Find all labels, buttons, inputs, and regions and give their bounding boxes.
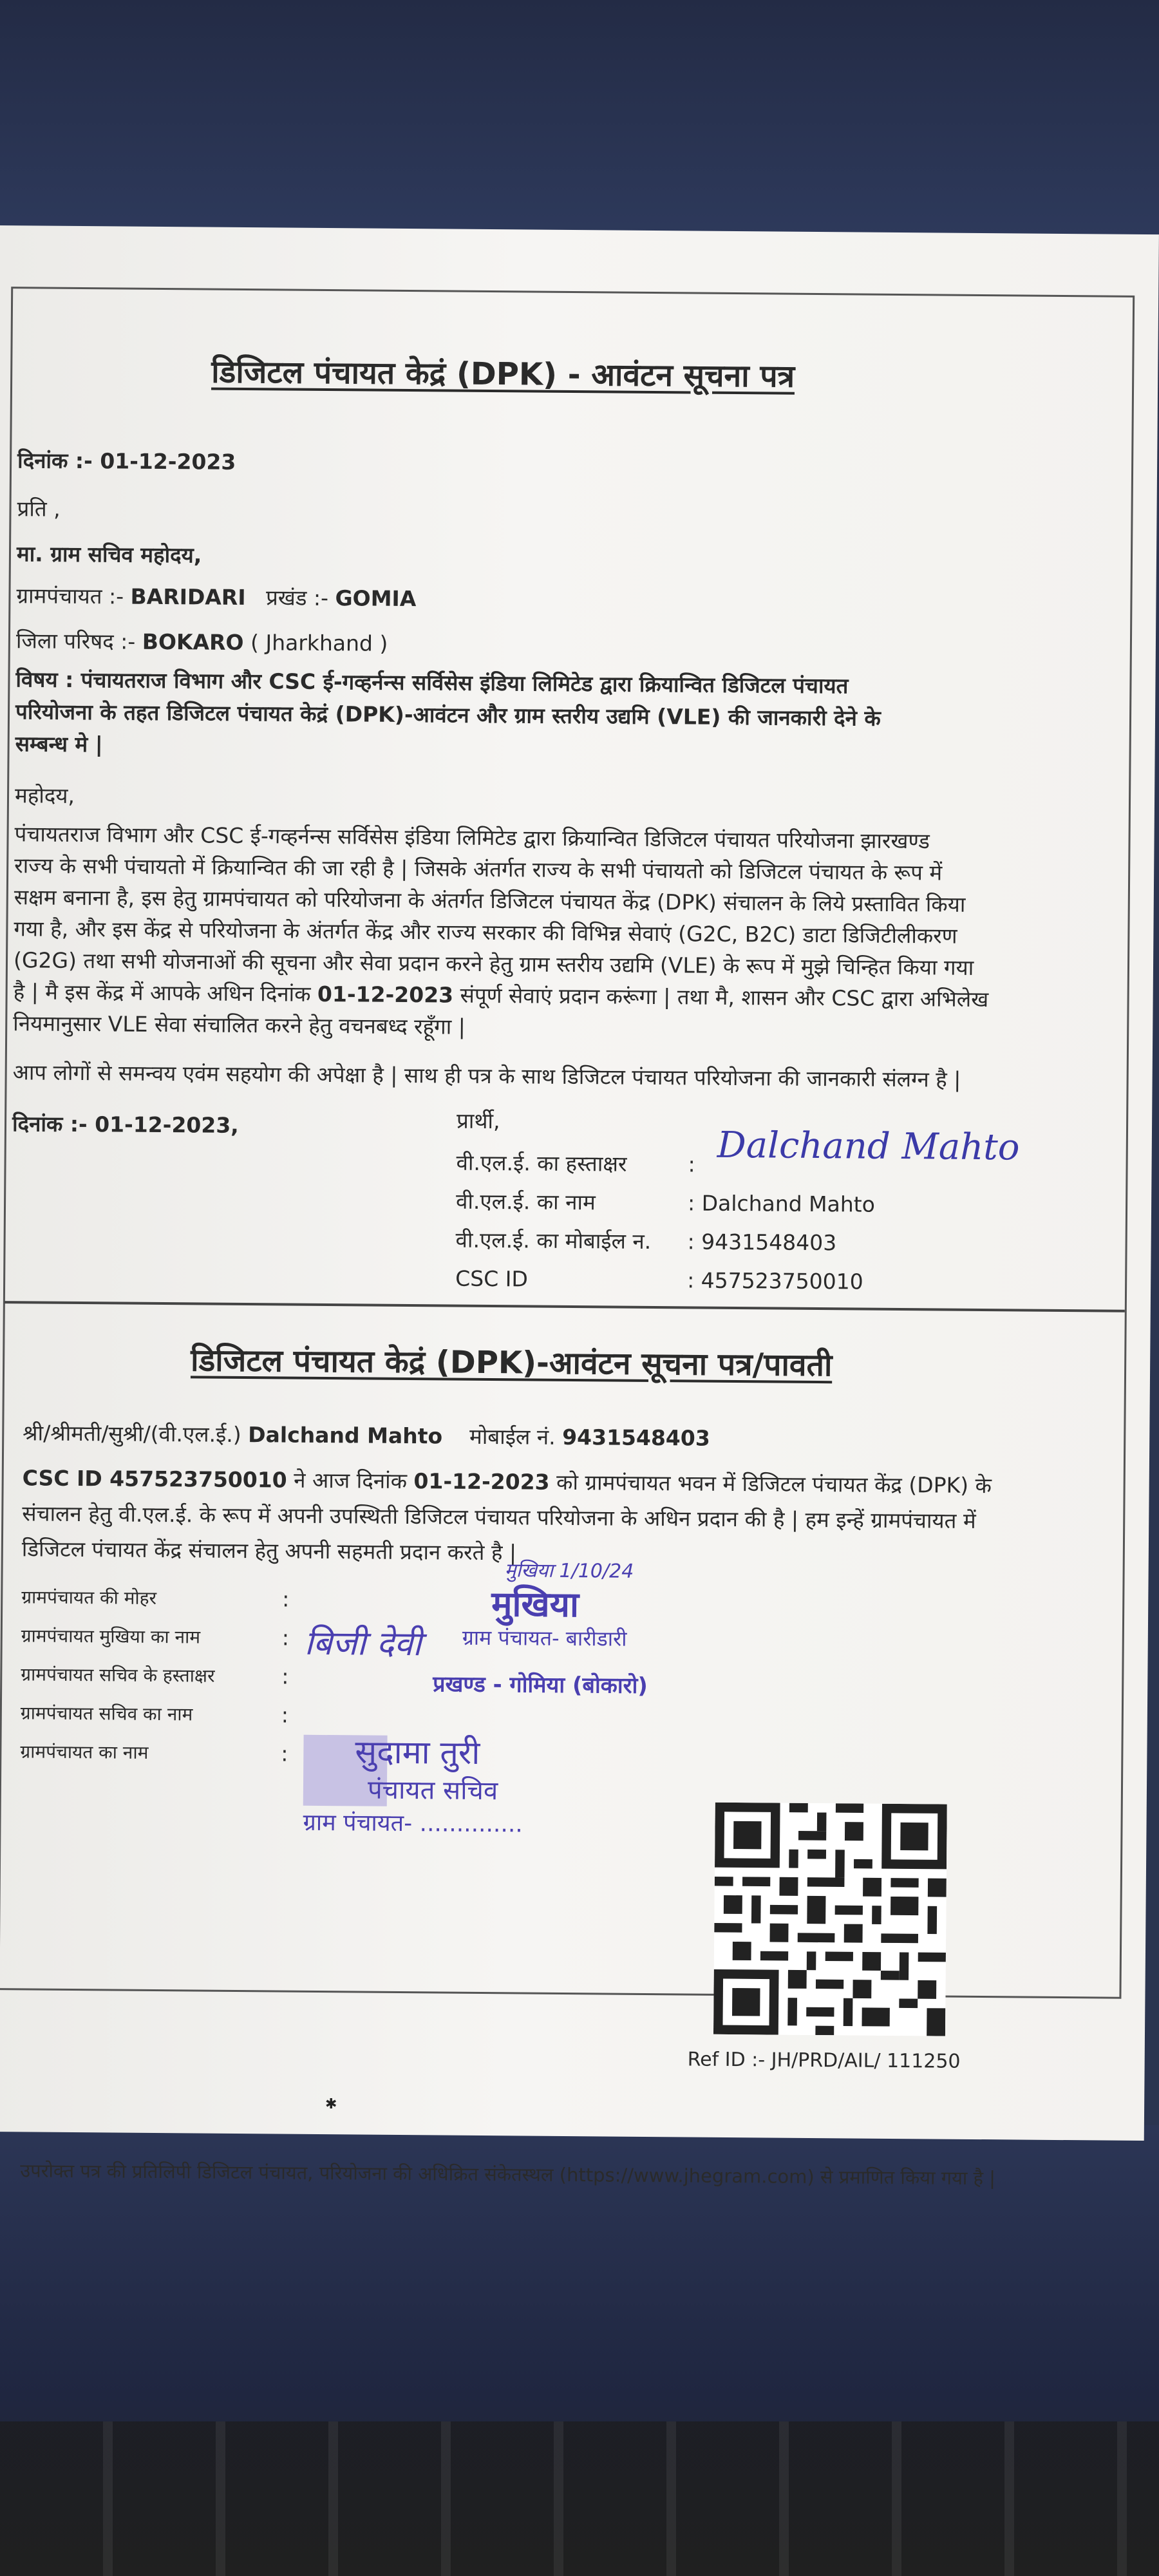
- handwritten-mukhiya-name: बिजी देवी: [304, 1624, 422, 1664]
- receipt-title: डिजिटल पंचायत केद्रं (DPK)-आवंटन सूचना पत्र/पावती: [190, 1342, 833, 1384]
- receipt-line-3: डिजिटल पंचायत केंद्र संचालन हेतु अपनी सहमती प्रदान करते है |: [21, 1536, 517, 1566]
- block-stamp: प्रखण्ड - गोमिया (बोकारो): [433, 1671, 648, 1699]
- secretary-name-stamp: सुदामा तुरी: [355, 1733, 480, 1772]
- block-value: GOMIA: [335, 585, 417, 612]
- document-title: डिजिटल पंचायत केद्रं (DPK) - आवंटन सूचना पत्र: [211, 354, 795, 395]
- receipt-mobile-value: 9431548403: [562, 1424, 710, 1451]
- field-seal-colon: :: [282, 1586, 290, 1612]
- subject-line-1: विषय : पंचायतराज विभाग और CSC ई-गव्हर्नन्स सर्विसेस इंडिया लिमिटेड द्वारा क्रियान्वित डिजिटल पंचायत: [15, 667, 849, 699]
- field-secretary-sign-label: ग्रामपंचायत सचिव के हस्ताक्षर: [21, 1663, 215, 1687]
- district-line: [16, 628, 388, 657]
- to-line: प्रति ,: [17, 496, 61, 522]
- body-line-1: पंचायतराज विभाग और CSC ई-गव्हर्नन्स सर्विसेस इंडिया लिमिटेड द्वारा क्रियान्वित डिजिटल पंचायत परियोजना झारखण्ड: [14, 821, 930, 854]
- vle-signature-colon: :: [688, 1151, 695, 1177]
- body-line-6-date: 01-12-2023: [317, 981, 454, 1008]
- date-line-2: दिनांक :- 01-12-2023,: [12, 1111, 239, 1138]
- csc-id-value: : 457523750010: [687, 1267, 863, 1294]
- district-state: ( Jharkhand ): [250, 630, 388, 656]
- vle-signature-label: वी.एल.ई. का हस्ताक्षर: [456, 1150, 627, 1177]
- hand-note-text: मुखिया: [504, 1559, 554, 1582]
- field-gp-name-label: ग्रामपंचायत का नाम: [20, 1741, 149, 1763]
- panchayat-stamp: ग्राम पंचायत- बारीडारी: [462, 1625, 627, 1651]
- subject-line-3: सम्बन्ध मे |: [15, 731, 103, 757]
- body-line-6-start: है | मै इस केंद्र में आपके अधिन दिनांक: [13, 979, 311, 1007]
- field-mukhiya-colon: :: [281, 1625, 290, 1651]
- field-gp-name-colon: :: [281, 1741, 288, 1766]
- vle-mobile-label: वी.एल.ई. का मोबाईल न.: [455, 1227, 652, 1254]
- applicant-label: प्रार्थी,: [456, 1108, 500, 1134]
- qr-code-graphic: [713, 1803, 947, 2036]
- body-line-2: राज्य के सभी पंचायतो में क्रियान्वित की जा रही है | जिसके अंतर्गत राज्य के सभी पंचायतो को डिजिटल पंचायत के रूप में: [14, 853, 943, 886]
- secretary-stamp: [303, 1722, 599, 1841]
- body-line-3: सक्षम बनाना है, इस हेतु ग्रामपंचायत को परियोजना के अंतर्गत डिजिटल पंचायत केंद्र (DPK) संचालन के लिये प्रस्तावित किया: [14, 884, 966, 917]
- district-value: BOKARO: [142, 629, 244, 655]
- field-mukhiya-label: ग्रामपंचायत मुखिया का नाम: [21, 1625, 201, 1648]
- secretary-title-stamp: पंचायत सचिव: [367, 1775, 498, 1806]
- pin-mark: ✱: [325, 2096, 337, 2112]
- field-secretary-name-label: ग्रामपंचायत सचिव का नाम: [20, 1702, 193, 1725]
- district-label: जिला परिषद :-: [15, 628, 136, 654]
- field-secretary-sign-colon: :: [281, 1663, 289, 1689]
- field-secretary-name-colon: :: [281, 1702, 289, 1728]
- csc-id-label: CSC ID: [455, 1265, 529, 1292]
- hand-note-date: 1/10/24: [559, 1559, 634, 1583]
- gram-panchayat-label: ग्रामपंचायत :-: [16, 583, 124, 609]
- receipt-vle-prefix: श्री/श्रीमती/सुश्री/(वी.एल.ई.): [23, 1420, 241, 1448]
- document-paper: [0, 225, 1159, 2190]
- receipt-csc-text-a: ने आज दिनांक: [294, 1467, 408, 1494]
- receipt-csc-text-b: को ग्रामपंचायत भवन में डिजिटल पंचायत केंद्र (DPK) के: [556, 1469, 992, 1499]
- body-line-4: गया है, और इस केंद्र से परियोजना के अंतर्गत केंद्र और राज्य सरकार की विभिन्न सेवाएं (G2C, B2C) डाटा डिजिटीलीकरण: [14, 916, 957, 949]
- qr-code: [713, 1803, 947, 2036]
- addressee: मा. ग्राम सचिव महोदय,: [16, 541, 202, 568]
- receipt-line-2: संचालन हेतु वी.एल.ई. के रूप में अपनी उपस्थिती डिजिटल पंचायत परियोजना के अधिन प्रदान की है | हम इन्हें ग्रामपंचायत में: [22, 1501, 976, 1533]
- vle-signature: Dalchand Mahto: [717, 1124, 1020, 1169]
- receipt-vle-line: [23, 1420, 710, 1451]
- body-line-6-end: संपूर्ण सेवाएं प्रदान करूंगा | तथा मै, शासन और CSC द्वारा अभिलेख: [460, 982, 989, 1012]
- receipt-csc-id: CSC ID 457523750010: [22, 1465, 287, 1493]
- receipt-vle-name: Dalchand Mahto: [248, 1422, 443, 1449]
- ref-id: Ref ID :- JH/PRD/AIL/ 111250: [687, 2048, 961, 2073]
- subject-line-2: परियोजना के तहत डिजिटल पंचायत केद्रं (DPK)-आवंटन और ग्राम स्तरीय उद्यमि (VLE) की जानकारी देने के: [15, 699, 881, 731]
- vle-name-label: वी.एल.ई. का नाम: [455, 1188, 596, 1215]
- vle-name-value: : Dalchand Mahto: [687, 1190, 876, 1217]
- date-text: दिनांक :- 01-12-2023: [17, 448, 236, 475]
- body-line-7: नियमानुसार VLE सेवा संचालित करने हेतु वचनबध्द रहूँगा |: [13, 1010, 466, 1039]
- date-line: [17, 448, 236, 475]
- block-label: प्रखंड :-: [265, 585, 329, 611]
- footer-note: उपरोक्त पत्र की प्रतिलिपी डिजिटल पंचायत, परियोजना की अधिक्रित संकेतस्थल (https://www.jhegram.com) से प्रमाणित किया गया है |: [20, 2159, 996, 2190]
- body-line-5: (G2G) तथा सभी योजनाओं की सूचना और सेवा प्रदान करने हेतु ग्राम स्तरीय उद्यमि (VLE) के रूप में मुझे चिन्हित किया गया: [13, 947, 974, 980]
- receipt-csc-date: 01-12-2023: [413, 1468, 550, 1495]
- cooperation-line: आप लोगों से समन्वय एवंम सहयोग की अपेक्षा है | साथ ही पत्र के साथ डिजिटल पंचायत परियोजना की जानकारी संलग्न है |: [12, 1059, 961, 1092]
- salutation: महोदय,: [14, 782, 75, 808]
- gram-panchayat-line: [16, 583, 416, 612]
- gram-panchayat-stamp: ग्राम पंचायत- ..............: [303, 1809, 523, 1838]
- floor-tiles: [0, 2421, 1159, 2576]
- field-seal-label: ग्रामपंचायत की मोहर: [21, 1586, 157, 1609]
- receipt-mobile-label: मोबाईल नं.: [469, 1423, 556, 1450]
- vle-mobile-value: : 9431548403: [687, 1229, 837, 1256]
- background-top: [0, 0, 1159, 245]
- gram-panchayat-value: BARIDARI: [130, 583, 246, 611]
- mukhiya-stamp: मुखिया: [491, 1584, 580, 1625]
